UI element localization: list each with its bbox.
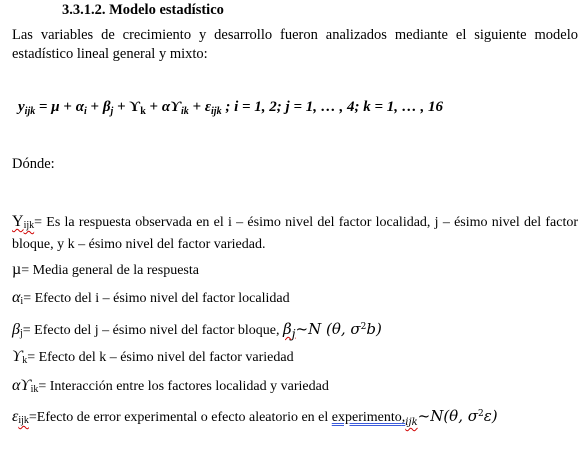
- eq-alpha: $\alpha_i$: [75, 99, 87, 117]
- def-alpha-symbol: $\alpha_i$: [12, 289, 24, 307]
- donde-label: Dónde:: [12, 156, 55, 172]
- section-title: Modelo estadístico: [109, 2, 224, 18]
- definition-beta: [12, 318, 382, 343]
- definition-mu: [12, 260, 199, 280]
- definition-alpha: [12, 288, 290, 311]
- def-alpha-text: = Efecto del i – ésimo nivel del factor localidad: [23, 291, 290, 306]
- def-interaction-text: = Interacción entre los factores localidad y variedad: [38, 379, 329, 394]
- definition-y: [12, 212, 578, 254]
- eq-epsilon: $\varepsilon_{ijk}$: [204, 99, 222, 117]
- def-gamma-text: = Efecto del k – ésimo nivel del factor variedad: [27, 350, 294, 365]
- eq-interaction: $\alpha ϒ_{ik}$: [161, 99, 189, 117]
- eq-gamma: $ϒ_k$: [129, 99, 146, 117]
- def-beta-text: = Efecto del j – ésimo nivel del factor bloque,: [22, 323, 283, 338]
- def-epsilon-text: =Efecto de error experimental o efecto aleatorio en el: [28, 410, 332, 425]
- section-number: 3.3.1.2.: [62, 2, 106, 18]
- def-epsilon-distribution: $_{ijk}$~N(θ, $\sigma^2\varepsilon$): [405, 407, 498, 428]
- eq-indices: ; i = 1, 2; j = 1, … , 4; k = 1, … , 16: [225, 99, 444, 115]
- eq-lhs: $y_{ijk}$: [18, 99, 36, 117]
- def-mu-text: = Media general de la respuesta: [21, 263, 199, 278]
- def-epsilon-symbol: $\varepsilon_{ijk}$: [12, 408, 29, 426]
- def-y-text: = Es la respuesta observada en el i – ésimo nivel del factor localidad, j – ésimo nivel del factor bloque, y k – ésimo nivel del factor variedad.: [12, 215, 578, 252]
- def-y-symbol: $Y_{ijk}$: [12, 213, 35, 231]
- def-interaction-symbol: $\alpha ϒ_{ik}$: [12, 377, 39, 395]
- intro-paragraph: Las variables de crecimiento y desarrollo fueron analizados mediante el siguiente modelo estadístico lineal general y mixto:: [12, 27, 578, 62]
- definition-gamma: [12, 347, 294, 370]
- eq-mu: μ: [51, 99, 60, 115]
- def-beta-symbol: $\beta_j$: [12, 321, 23, 339]
- definition-epsilon: [12, 405, 498, 432]
- def-gamma-symbol: $ϒ_k$: [12, 348, 28, 366]
- model-equation: $y_{ijk} = \mu + \alpha_i + \beta_j + ϒ_k + \alpha ϒ_{ik} + \varepsilon_{ijk}$ ; i = 1, 2; j = 1, … , 4; k = 1, … , 16: [18, 99, 444, 117]
- def-epsilon-comma: ,: [401, 410, 406, 425]
- def-beta-distribution: $\beta_j\sim N$ (θ, $\sigma^2b$): [282, 320, 382, 341]
- definition-interaction: [12, 376, 329, 399]
- eq-beta: $\beta_j$: [102, 99, 114, 117]
- section-heading: [62, 1, 224, 19]
- def-mu-symbol: µ: [12, 261, 22, 278]
- def-epsilon-link-word: experimento: [331, 410, 402, 425]
